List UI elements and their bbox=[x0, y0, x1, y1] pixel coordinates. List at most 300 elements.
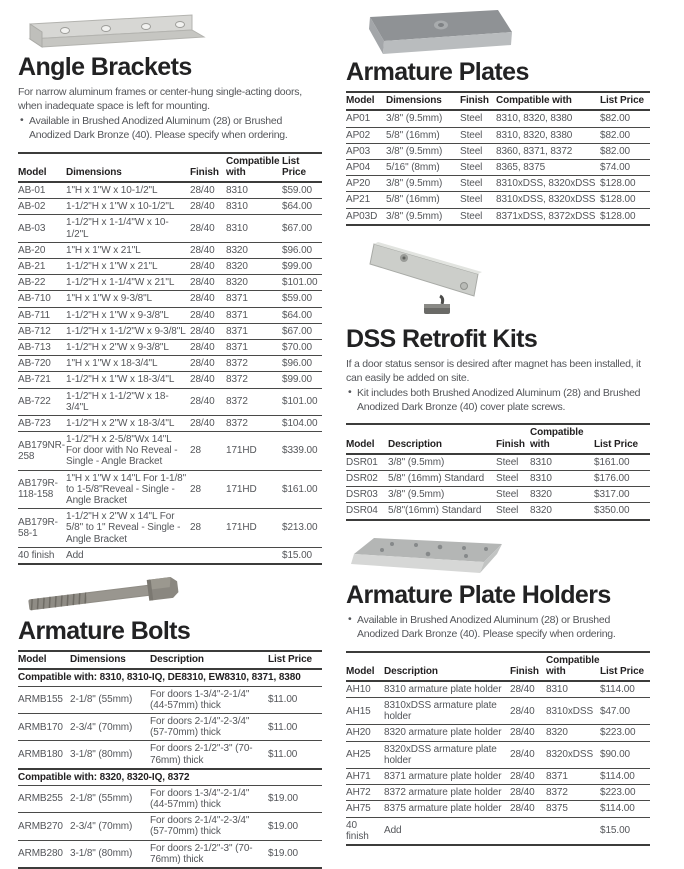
table-row bbox=[18, 547, 322, 564]
table-cell: 28/40 bbox=[510, 705, 535, 717]
table-cell: 5/8"(16mm) Standard bbox=[388, 505, 482, 517]
table-cell: 28/40 bbox=[190, 396, 215, 408]
table-cell: 1-1/2"H x 1"W x 21"L bbox=[66, 261, 158, 272]
table-cell: 8310xDSS, 8320xDSS bbox=[496, 178, 596, 190]
table-cell: $104.00 bbox=[282, 417, 318, 429]
group-label: Compatible with: 8310, 8310-IQ, DE8310, EW8310, 8371, 8380 bbox=[18, 672, 301, 684]
table-cell: DSR04 bbox=[346, 505, 378, 517]
table-cell: DSR03 bbox=[346, 489, 378, 501]
table-cell: AP02 bbox=[346, 129, 371, 141]
table-cell: 8310, 8320, 8380 bbox=[496, 129, 573, 141]
table-cell: 28/40 bbox=[510, 683, 535, 695]
table-cell: $82.00 bbox=[600, 113, 630, 125]
table-row bbox=[18, 432, 322, 471]
table-cell: Steel bbox=[460, 129, 483, 141]
table-row bbox=[18, 741, 322, 769]
table-cell: 28/40 bbox=[190, 261, 215, 272]
table-row bbox=[346, 110, 650, 127]
table-cell: AP03 bbox=[346, 145, 371, 157]
table-header-row bbox=[18, 651, 322, 669]
table-cell: AB-720 bbox=[18, 358, 51, 370]
table-cell: $59.00 bbox=[282, 293, 312, 305]
table-cell: 2-1/8" (55mm) bbox=[70, 694, 133, 706]
table-cell: $11.00 bbox=[268, 721, 298, 733]
table-cell: $96.00 bbox=[282, 358, 312, 370]
table-cell: AB-722 bbox=[18, 396, 51, 408]
table-cell: For doors 1-3/4"-2-1/4" (44-57mm) thick bbox=[150, 688, 250, 711]
table-cell: ARMB280 bbox=[18, 848, 63, 860]
table-header-row bbox=[18, 153, 322, 182]
table-cell: $101.00 bbox=[282, 277, 318, 289]
table-row bbox=[346, 143, 650, 159]
table-row bbox=[18, 785, 322, 812]
column-header: Dimensions bbox=[66, 153, 190, 182]
table-row bbox=[18, 307, 322, 323]
table-row bbox=[18, 813, 322, 840]
table-cell: 5/8" (16mm) bbox=[386, 194, 440, 206]
table-cell: $128.00 bbox=[600, 178, 636, 190]
table-cell: $99.00 bbox=[282, 261, 312, 272]
table-cell: $67.00 bbox=[282, 223, 312, 235]
section-dss-retrofit-kits bbox=[346, 238, 650, 521]
table-cell: 28/40 bbox=[510, 727, 535, 739]
column-header: Finish bbox=[510, 652, 546, 681]
column-header: Finish bbox=[496, 424, 530, 453]
table-row bbox=[346, 741, 650, 768]
table-cell: AB-03 bbox=[18, 223, 46, 235]
table-cell: AB-713 bbox=[18, 341, 51, 353]
table-cell: 28/40 bbox=[510, 771, 535, 783]
table-cell: 8310 bbox=[530, 456, 552, 468]
table-cell: $90.00 bbox=[600, 749, 630, 761]
table-cell: 8372 bbox=[546, 787, 568, 799]
table-cell: 28/40 bbox=[510, 749, 535, 761]
table-row bbox=[18, 339, 322, 355]
table-cell: AP21 bbox=[346, 194, 371, 206]
table-cell: 28/40 bbox=[190, 244, 215, 256]
table-row bbox=[346, 454, 650, 471]
table-row bbox=[346, 769, 650, 785]
table-cell: 1"H x 1"W x 21"L bbox=[66, 244, 141, 256]
table-row bbox=[346, 698, 650, 725]
table-cell: 28 bbox=[190, 483, 201, 495]
table-cell: $82.00 bbox=[600, 129, 630, 141]
table-cell: 8372 bbox=[226, 417, 248, 429]
table-row bbox=[18, 291, 322, 307]
table-cell: 8372 armature plate holder bbox=[384, 787, 502, 799]
table-cell: 8320 bbox=[226, 277, 248, 289]
column-header: Model bbox=[346, 92, 386, 110]
table-cell: $70.00 bbox=[282, 341, 312, 353]
table-cell: 8320 bbox=[226, 261, 248, 272]
table-cell: 28/40 bbox=[190, 223, 215, 235]
table-cell: 8310xDSS armature plate holder bbox=[384, 700, 497, 723]
table-cell: $82.00 bbox=[600, 145, 630, 157]
table-cell: 8310xDSS bbox=[546, 705, 594, 717]
column-header: Compatible with bbox=[226, 153, 282, 182]
table-cell: 8371 bbox=[226, 293, 248, 305]
table-cell: 3/8" (9.5mm) bbox=[386, 145, 443, 157]
table-cell: 28/40 bbox=[190, 374, 215, 386]
table-cell: 1-1/2"H x 1"W x 10-1/2"L bbox=[66, 201, 175, 213]
table-row bbox=[18, 372, 322, 388]
table-cell: AB-710 bbox=[18, 293, 51, 305]
table-cell: 1"H x 1"W x 14"L For 1-1/8" to 1-5/8"Reveal - Single - Angle Bracket bbox=[66, 472, 187, 506]
table-cell: AH25 bbox=[346, 749, 371, 761]
column-header: List Price bbox=[594, 424, 650, 453]
column-header: List Price bbox=[268, 651, 322, 669]
table-group-row bbox=[18, 669, 322, 686]
section-armature-bolts bbox=[18, 572, 322, 869]
table-cell: AB179R-58-1 bbox=[18, 516, 58, 539]
table-cell: 1-1/2"H x 2"W x 14"L For 5/8" to 1" Reveal - Single - Angle Bracket bbox=[66, 511, 181, 545]
table-row bbox=[346, 160, 650, 176]
table-cell: Steel bbox=[460, 162, 483, 173]
table-cell: 8310 bbox=[546, 683, 568, 695]
table-cell: $11.00 bbox=[268, 748, 298, 760]
section-title: Angle Brackets bbox=[18, 53, 192, 81]
table-cell: 28/40 bbox=[190, 341, 215, 353]
armature-bolt-photo bbox=[20, 572, 322, 614]
table-cell: ARMB180 bbox=[18, 748, 63, 760]
column-header: Description bbox=[384, 652, 510, 681]
table-cell: 8371 bbox=[226, 341, 248, 353]
table-row bbox=[18, 840, 322, 868]
section-title: DSS Retrofit Kits bbox=[346, 324, 538, 353]
table-row bbox=[18, 388, 322, 415]
table-cell: AB-22 bbox=[18, 277, 46, 289]
table-cell: $67.00 bbox=[282, 325, 312, 337]
table-cell: $19.00 bbox=[268, 820, 298, 832]
table-cell: Steel bbox=[460, 210, 483, 222]
table-cell: 3-1/8" (80mm) bbox=[70, 748, 133, 760]
column-header: Model bbox=[18, 651, 70, 669]
table-cell: $64.00 bbox=[282, 201, 312, 213]
table-cell: For doors 2-1/2"-3" (70-76mm) thick bbox=[150, 842, 253, 865]
column-header: Compatible with bbox=[496, 92, 600, 110]
table-cell: $47.00 bbox=[600, 705, 630, 717]
section-armature-plates bbox=[346, 5, 650, 226]
table-cell: 8310 bbox=[530, 473, 552, 484]
table-cell: 3/8" (9.5mm) bbox=[388, 489, 445, 501]
armature-plate-photo bbox=[348, 5, 650, 57]
table-cell: 1-1/2"H x 1"W x 18-3/4"L bbox=[66, 374, 175, 386]
bullet-list bbox=[18, 115, 322, 143]
table-cell bbox=[546, 817, 600, 845]
table-cell: 2-1/8" (55mm) bbox=[70, 793, 133, 805]
table-cell: Add bbox=[66, 549, 84, 561]
table-cell: 3/8" (9.5mm) bbox=[388, 456, 445, 468]
table-cell: ARMB270 bbox=[18, 820, 63, 832]
table-cell: $161.00 bbox=[282, 483, 318, 495]
armature-plate-holder-photo bbox=[348, 532, 650, 578]
table-cell: 1-1/2"H x 2"W x 9-3/8"L bbox=[66, 341, 169, 353]
table-cell: 5/8" (16mm) Standard bbox=[388, 473, 485, 484]
table-cell: 8371 bbox=[546, 771, 568, 783]
table-cell: $176.00 bbox=[594, 473, 630, 484]
table-row bbox=[346, 208, 650, 225]
table-cell: For doors 2-1/4"-2-3/4" (57-70mm) thick bbox=[150, 715, 250, 739]
table-cell: $15.00 bbox=[282, 549, 312, 561]
table-cell: $96.00 bbox=[282, 244, 312, 256]
table-cell: 8371xDSS, 8372xDSS bbox=[496, 210, 596, 222]
table-cell: $317.00 bbox=[594, 489, 630, 501]
table-row bbox=[18, 323, 322, 339]
table-cell: AB-721 bbox=[18, 374, 51, 386]
table-cell: 5/8" (16mm) bbox=[386, 129, 440, 141]
table-cell: AB-21 bbox=[18, 261, 46, 272]
table-cell: 8371 bbox=[226, 325, 248, 337]
table-row bbox=[346, 192, 650, 208]
table-cell: 1-1/2"H x 1-1/2"W x 18-3/4"L bbox=[66, 390, 169, 413]
table-cell: 28/40 bbox=[190, 325, 215, 337]
table-cell: $339.00 bbox=[282, 445, 318, 457]
table-cell: Steel bbox=[496, 489, 519, 501]
table-cell: For doors 2-1/2"-3" (70-76mm) thick bbox=[150, 743, 253, 766]
table-cell bbox=[226, 547, 282, 564]
table-cell: 8310 bbox=[226, 223, 248, 235]
table-cell: AH10 bbox=[346, 683, 371, 695]
table-row bbox=[346, 681, 650, 698]
bullet-list bbox=[346, 614, 650, 642]
table-cell: 8310, 8320, 8380 bbox=[496, 113, 573, 125]
table-row bbox=[346, 725, 650, 741]
table-cell: 8372 bbox=[226, 374, 248, 386]
table-cell: 40 finish bbox=[346, 819, 369, 842]
column-header: Model bbox=[346, 652, 384, 681]
table-cell: AH20 bbox=[346, 727, 371, 739]
table-cell: 28/40 bbox=[190, 309, 215, 321]
table-cell: $59.00 bbox=[282, 185, 312, 197]
table-cell: 8320 bbox=[530, 489, 552, 501]
table-cell: $101.00 bbox=[282, 396, 318, 408]
table-cell: AH72 bbox=[346, 787, 371, 799]
table-header-row bbox=[346, 424, 650, 453]
table-cell: $223.00 bbox=[600, 787, 636, 799]
table-row bbox=[346, 801, 650, 817]
table-cell: AP04 bbox=[346, 162, 371, 173]
table-cell: 1-1/2"H x 1-1/4"W x 10-1/2"L bbox=[66, 217, 169, 240]
table-cell: AB-01 bbox=[18, 185, 46, 197]
table-row bbox=[18, 470, 322, 509]
table-cell: ARMB170 bbox=[18, 721, 63, 733]
table-row bbox=[18, 215, 322, 242]
table-cell: 1"H x 1"W x 18-3/4"L bbox=[66, 358, 158, 370]
table-cell: 28/40 bbox=[510, 803, 535, 815]
table-cell: 8365, 8375 bbox=[496, 162, 546, 173]
table-cell: $223.00 bbox=[600, 727, 636, 739]
table-cell: 8310 armature plate holder bbox=[384, 683, 502, 695]
section-angle-brackets bbox=[18, 6, 322, 565]
table-cell bbox=[190, 547, 226, 564]
table-cell: 28/40 bbox=[190, 277, 215, 289]
table-row bbox=[18, 686, 322, 713]
column-header: Description bbox=[150, 651, 268, 669]
table-cell: 28/40 bbox=[190, 417, 215, 429]
column-header: Dimensions bbox=[386, 92, 460, 110]
table-header-row bbox=[346, 92, 650, 110]
table-cell: 3-1/8" (80mm) bbox=[70, 848, 133, 860]
table-cell: 28/40 bbox=[190, 293, 215, 305]
right-column bbox=[346, 0, 650, 869]
table-cell: AP01 bbox=[346, 113, 371, 125]
table-cell: 28/40 bbox=[190, 201, 215, 213]
table-cell: AB-20 bbox=[18, 244, 46, 256]
table-row bbox=[18, 242, 322, 258]
angle-brackets-table bbox=[18, 152, 322, 565]
table-cell: Steel bbox=[460, 178, 483, 190]
table-row bbox=[346, 487, 650, 503]
table-cell: 28/40 bbox=[190, 358, 215, 370]
table-cell: 8360, 8371, 8372 bbox=[496, 145, 573, 157]
table-cell: 8320 bbox=[226, 244, 248, 256]
table-cell: 8375 armature plate holder bbox=[384, 803, 502, 815]
table-cell: 1-1/2"H x 1-1/4"W x 21"L bbox=[66, 277, 175, 289]
table-cell: $74.00 bbox=[600, 162, 630, 173]
table-cell: 3/8" (9.5mm) bbox=[386, 178, 443, 190]
table-row bbox=[346, 503, 650, 520]
table-cell: Steel bbox=[496, 473, 519, 484]
table-header-row bbox=[346, 652, 650, 681]
table-cell: AP20 bbox=[346, 178, 371, 190]
table-row bbox=[346, 817, 650, 845]
column-header: Compatible with bbox=[546, 652, 600, 681]
column-header: Finish bbox=[460, 92, 496, 110]
table-cell: $114.00 bbox=[600, 683, 635, 695]
section-title: Armature Plates bbox=[346, 58, 529, 86]
table-cell: AB179NR-258 bbox=[18, 439, 65, 462]
table-cell: AH71 bbox=[346, 771, 371, 783]
bullet-item: • Available in Brushed Anodized Aluminum (28) or Brushed Anodized Dark Bronze (40). Please specify when ordering. bbox=[18, 115, 322, 143]
table-row bbox=[18, 356, 322, 372]
table-cell: DSR01 bbox=[346, 456, 378, 468]
column-header: List Price bbox=[282, 153, 322, 182]
table-cell: 28/40 bbox=[510, 787, 535, 799]
table-cell: AB-711 bbox=[18, 309, 51, 321]
table-cell: $114.00 bbox=[600, 803, 635, 815]
table-cell: ARMB255 bbox=[18, 793, 63, 805]
table-cell: $213.00 bbox=[282, 522, 318, 534]
section-title: Armature Plate Holders bbox=[346, 580, 611, 609]
section-intro: If a door status sensor is desired after magnet has been installed, it can easily be added on site. bbox=[346, 358, 641, 384]
dss-retrofit-table bbox=[346, 423, 650, 520]
table-row bbox=[18, 199, 322, 215]
table-cell: 8371 bbox=[226, 309, 248, 321]
table-cell: DSR02 bbox=[346, 473, 378, 484]
table-row bbox=[18, 713, 322, 740]
table-cell: Steel bbox=[496, 505, 519, 517]
table-cell: $11.00 bbox=[268, 694, 298, 706]
table-cell: 8320xDSS bbox=[546, 749, 594, 761]
column-header: Compatible with bbox=[530, 424, 594, 453]
table-cell: 171HD bbox=[226, 445, 257, 457]
table-cell: 8320 bbox=[530, 505, 552, 517]
table-cell bbox=[510, 817, 546, 845]
table-row bbox=[18, 275, 322, 291]
table-row bbox=[18, 509, 322, 548]
table-cell: 8372 bbox=[226, 358, 248, 370]
column-header: List Price bbox=[600, 92, 650, 110]
armature-plate-holders-table bbox=[346, 651, 650, 846]
armature-plates-table bbox=[346, 91, 650, 226]
table-cell: AB-02 bbox=[18, 201, 46, 213]
table-cell: $15.00 bbox=[600, 825, 630, 837]
table-cell: 1-1/2"H x 1-1/2"W x 9-3/8"L bbox=[66, 325, 186, 337]
table-cell: 2-3/4" (70mm) bbox=[70, 721, 133, 733]
section-armature-plate-holders bbox=[346, 532, 650, 846]
table-row bbox=[18, 415, 322, 431]
table-cell: 8310 bbox=[226, 201, 248, 213]
table-cell: 1-1/2"H x 2-5/8"Wx 14"L For door with No Reveal - Single - Angle Bracket bbox=[66, 434, 178, 468]
column-header: Model bbox=[18, 153, 66, 182]
table-cell: 8310 bbox=[226, 185, 248, 197]
table-cell: 28/40 bbox=[190, 185, 215, 197]
table-cell: AH75 bbox=[346, 803, 371, 815]
column-header: List Price bbox=[600, 652, 650, 681]
armature-bolts-table bbox=[18, 650, 322, 869]
group-label: Compatible with: 8320, 8320-IQ, 8372 bbox=[18, 771, 190, 783]
table-cell: 3/8" (9.5mm) bbox=[386, 210, 443, 222]
table-cell: 171HD bbox=[226, 483, 257, 495]
column-header: Dimensions bbox=[70, 651, 150, 669]
table-cell: $99.00 bbox=[282, 374, 312, 386]
table-cell: 1"H x 1"W x 9-3/8"L bbox=[66, 293, 153, 305]
table-row bbox=[346, 127, 650, 143]
table-row bbox=[18, 259, 322, 275]
table-cell: 8320 bbox=[546, 727, 568, 739]
column-header: Description bbox=[388, 424, 496, 453]
table-cell: Steel bbox=[460, 145, 483, 157]
section-title: Armature Bolts bbox=[18, 616, 191, 645]
table-cell: AP03D bbox=[346, 210, 378, 222]
table-cell: AB-712 bbox=[18, 325, 51, 337]
table-cell: Steel bbox=[460, 113, 483, 125]
table-cell: $19.00 bbox=[268, 793, 298, 805]
column-header: Finish bbox=[190, 153, 226, 182]
bullet-item: • Available in Brushed Anodized Aluminum (28) or Brushed Anodized Dark Bronze (40). Please specify when ordering. bbox=[346, 614, 650, 642]
table-cell: 8310xDSS, 8320xDSS bbox=[496, 194, 596, 206]
table-cell: 8320 armature plate holder bbox=[384, 727, 502, 739]
table-cell: AB-723 bbox=[18, 417, 51, 429]
table-cell: $19.00 bbox=[268, 848, 298, 860]
table-cell: 1-1/2"H x 1"W x 9-3/8"L bbox=[66, 309, 169, 321]
table-cell: AH15 bbox=[346, 705, 371, 717]
left-column bbox=[18, 0, 322, 869]
table-cell: 1"H x 1"W x 10-1/2"L bbox=[66, 185, 158, 197]
table-cell: 28 bbox=[190, 445, 201, 457]
table-row bbox=[346, 176, 650, 192]
bullet-list bbox=[346, 387, 650, 415]
table-cell: 3/8" (9.5mm) bbox=[386, 113, 443, 125]
bullet-item: • Kit includes both Brushed Anodized Aluminum (28) and Brushed Anodized Dark Bronze (40) cover plate screws. bbox=[346, 387, 650, 415]
table-cell: ARMB155 bbox=[18, 694, 63, 706]
table-cell: Steel bbox=[496, 456, 519, 468]
table-cell: 8371 armature plate holder bbox=[384, 771, 502, 783]
table-cell: 8372 bbox=[226, 396, 248, 408]
column-header: Model bbox=[346, 424, 388, 453]
table-group-row bbox=[18, 769, 322, 786]
table-row bbox=[346, 785, 650, 801]
table-cell: 8375 bbox=[546, 803, 568, 815]
dss-retrofit-kit-photo bbox=[362, 238, 650, 322]
angle-bracket-photo bbox=[20, 6, 322, 52]
table-cell: 8320xDSS armature plate holder bbox=[384, 743, 497, 766]
table-cell: For doors 1-3/4"-2-1/4" (44-57mm) thick bbox=[150, 787, 250, 811]
table-cell: 1-1/2"H x 2"W x 18-3/4"L bbox=[66, 417, 175, 429]
table-cell: AB179R-118-158 bbox=[18, 478, 58, 501]
table-cell: $114.00 bbox=[600, 771, 635, 783]
table-cell: $64.00 bbox=[282, 309, 312, 321]
